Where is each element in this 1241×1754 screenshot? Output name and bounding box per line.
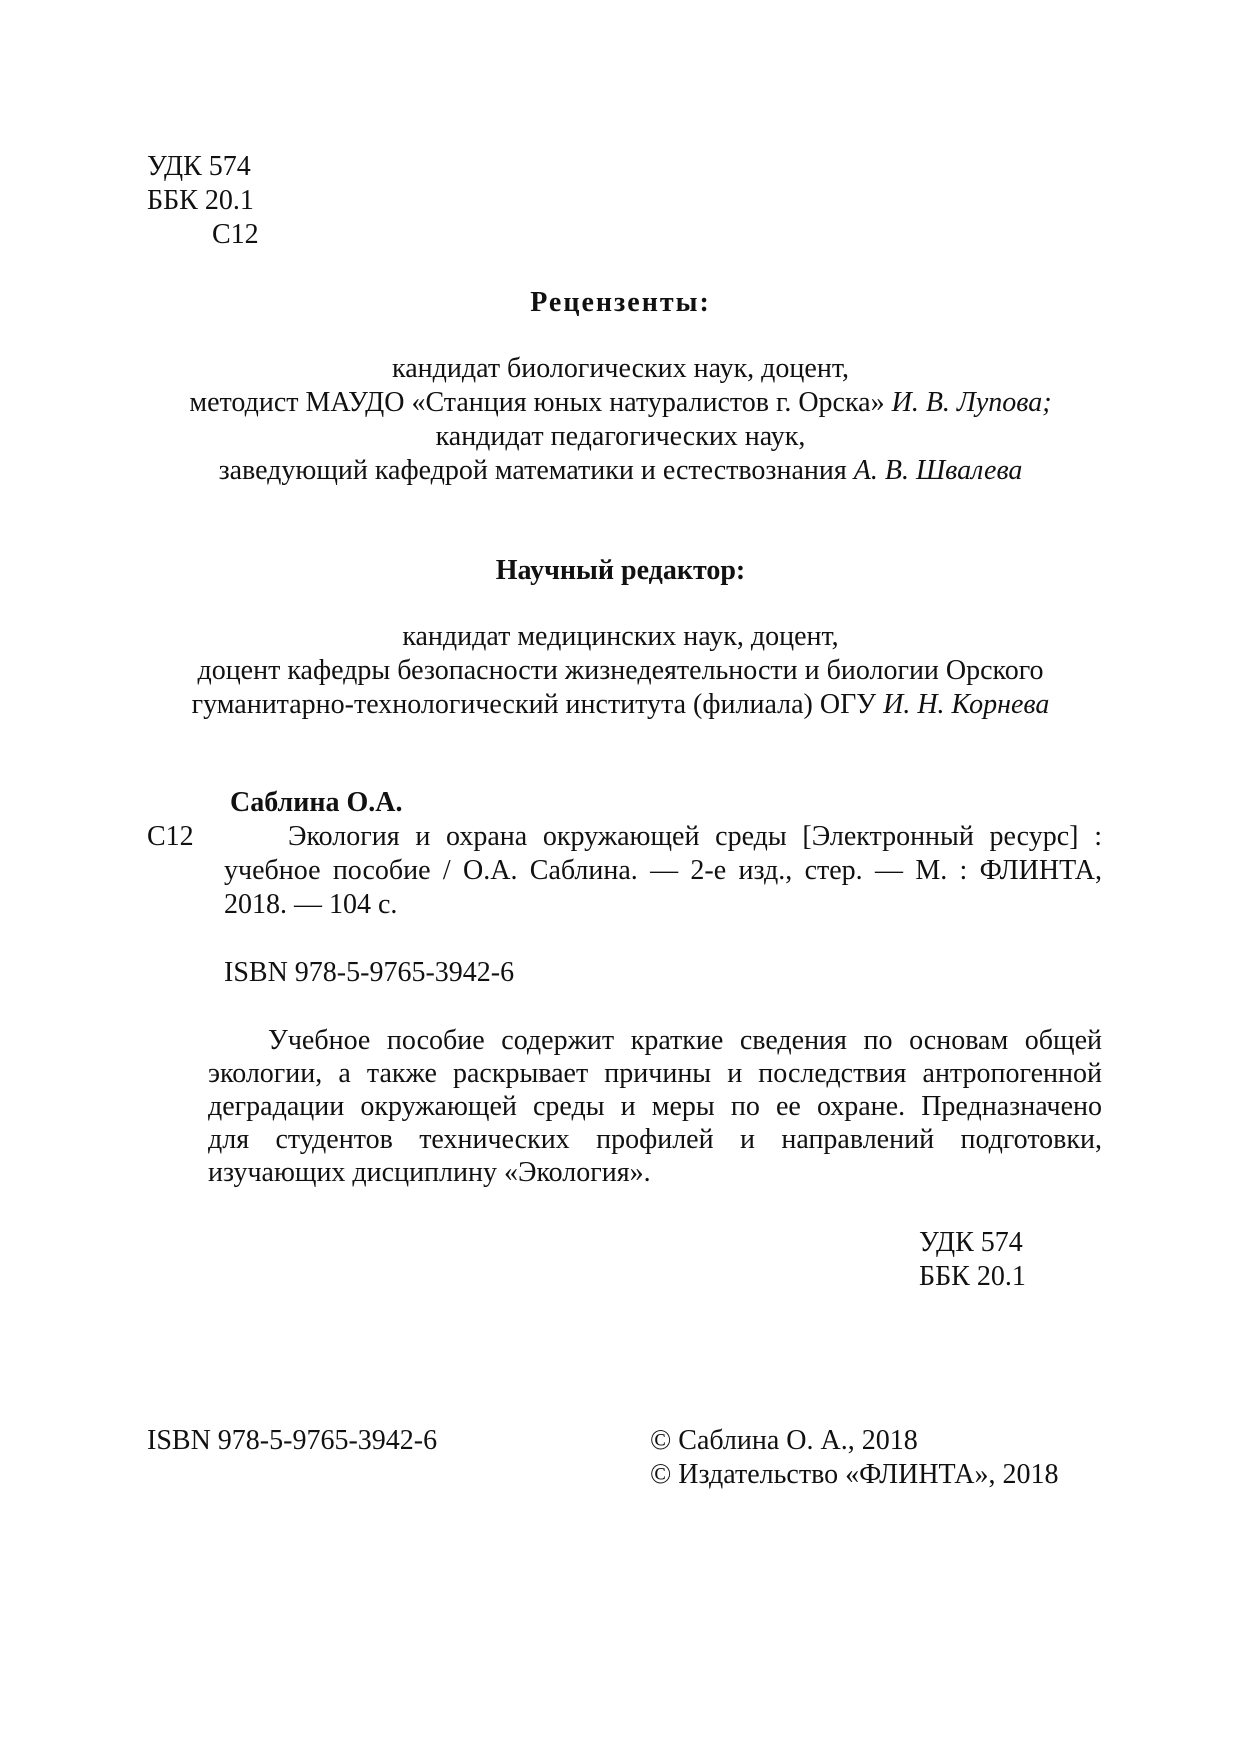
editor-block bbox=[0, 620, 1241, 722]
reviewers-line-1: кандидат биологических наук, доцент, bbox=[392, 353, 849, 384]
editor-line-3 bbox=[0, 688, 1241, 722]
reviewer-name-2: А. В. Швалева bbox=[853, 455, 1023, 486]
reviewers-line-4-text: заведующий кафедрой математики и естествознания bbox=[218, 455, 854, 486]
annotation-line-4: для студентов технических профилей и направлений подготовки, bbox=[208, 1124, 1102, 1155]
reviewers-line-4 bbox=[0, 454, 1241, 488]
editor-name: И. Н. Корнева bbox=[883, 689, 1050, 720]
bibliography-author: Саблина О.А. bbox=[230, 787, 403, 818]
udk-right: УДК 574 bbox=[919, 1227, 1023, 1258]
reviewers-heading: Рецензенты: bbox=[530, 287, 711, 318]
bibliography-mark: С12 bbox=[147, 821, 194, 852]
editor-line-1: кандидат медицинских наук, доцент, bbox=[402, 621, 839, 652]
annotation-line-3: деградации окружающей среды и меры по ее охране. Предназначено bbox=[208, 1091, 1102, 1122]
copyright-publisher: © Издательство «ФЛИНТА», 2018 bbox=[650, 1459, 1059, 1490]
bibliography-line-2: учебное пособие / О.А. Саблина. — 2-е изд., стер. — М. : ФЛИНТА, bbox=[224, 855, 1102, 886]
reviewers-line-3: кандидат педагогических наук, bbox=[435, 421, 806, 452]
reviewers-line-2 bbox=[0, 386, 1241, 420]
bibliography-line-1: Экология и охрана окружающей среды [Электронный ресурс] : bbox=[288, 821, 1102, 852]
reviewers-block bbox=[0, 352, 1241, 488]
reviewer-name-1: И. В. Лупова; bbox=[891, 387, 1052, 418]
author-mark-top: С12 bbox=[212, 219, 259, 250]
bbk-right: ББК 20.1 bbox=[919, 1261, 1026, 1292]
editor-heading: Научный редактор: bbox=[495, 555, 746, 586]
bibliography-line-3: 2018. — 104 с. bbox=[224, 889, 398, 920]
bibliography-isbn: ISBN 978-5-9765-3942-6 bbox=[224, 957, 515, 988]
copyright-author: © Саблина О. А., 2018 bbox=[650, 1425, 918, 1456]
editor-line-3-text: гуманитарно-технологический института (филиала) ОГУ bbox=[191, 689, 884, 720]
footer-isbn: ISBN 978-5-9765-3942-6 bbox=[147, 1425, 438, 1456]
bbk-top: ББК 20.1 bbox=[147, 185, 254, 216]
reviewers-line-2-text: методист МАУДО «Станция юных натуралистов г. Орска» bbox=[189, 387, 892, 418]
annotation-line-5: изучающих дисциплину «Экология». bbox=[208, 1157, 651, 1188]
annotation-line-2: экологии, а также раскрывает причины и последствия антропогенной bbox=[208, 1058, 1102, 1089]
editor-line-2: доцент кафедры безопасности жизнедеятельности и биологии Орского bbox=[197, 655, 1044, 686]
editor-heading-block bbox=[0, 554, 1241, 588]
reviewers-heading-block bbox=[0, 286, 1241, 320]
udk-top: УДК 574 bbox=[147, 151, 251, 182]
annotation-line-1: Учебное пособие содержит краткие сведения по основам общей bbox=[268, 1025, 1102, 1056]
